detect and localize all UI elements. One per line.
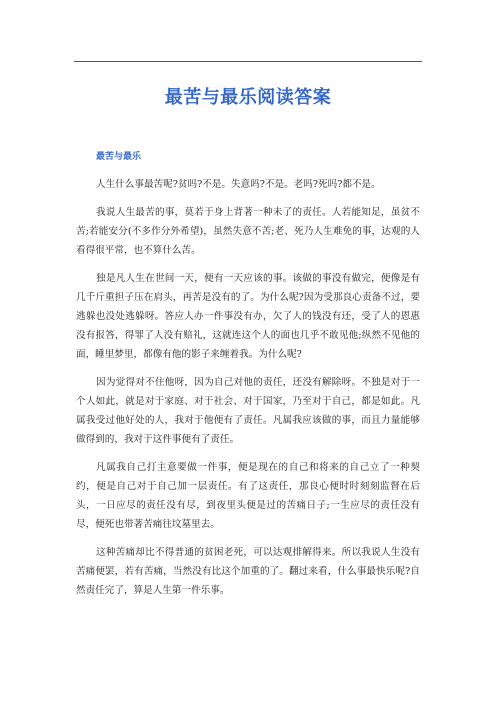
paragraph: 凡属我自己打主意要做一件事，便是现在的自己和将来的自己立了一种契约，便是自己对于自己加一层责任。有了这责任，那良心便时时刻刻监督在后头，一日应尽的责任没有尽，到夜里头便是过的苦痛日子;一生应尽的责任没有尽，便死也带著苦痛往坟墓里去。 <box>76 462 420 530</box>
paragraph: 这种苦痛却比不得普通的贫困老死，可以达观排解得来。所以我说人生没有苦痛便罢，若有苦痛，当然没有比这个加重的了。翻过来看，什么事最快乐呢?自然责任完了，算是人生第一件乐事。 <box>76 547 420 596</box>
paragraph: 独是凡人生在世间一天，便有一天应该的事。该做的事没有做完，便像是有几千斤重担子压在肩头，再苦是没有的了。为什么呢?因为受那良心责备不过，要逃躲也没处逃躲呀。答应人办一件事没有办，欠了人的钱没有还，受了人的恩惠没有报答，得罪了人没有赔礼，这就连这个人的面也几乎不敢见他;纵然不见他的面，睡里梦里，都像有他的影子来缠着我。为什么呢? <box>76 273 420 360</box>
paragraph: 人生什么事最苦呢?贫吗?不是。失意吗?不是。老吗?死吗?都不是。 <box>96 179 381 190</box>
section-heading: 最苦与最乐 <box>96 152 142 162</box>
document-title: 最苦与最乐阅读答案 <box>164 87 332 108</box>
paragraph: 因为觉得对不住他呀，因为自己对他的责任，还没有解除呀。不独是对于一个人如此，就是对于家庭、对于社会、对于国家，乃至对于自己，都是如此。凡属我受过他好处的人，我对于他便有了责任。凡属我应该做的事，而且力量能够做得到的，我对于这件事便有了责任。 <box>76 377 420 445</box>
header-rule <box>74 61 422 62</box>
document-body <box>76 175 420 609</box>
paragraph: 我说人生最苦的事，莫若于身上背著一种未了的责任。人若能知足，虽贫不苦;若能安分(不多作分外希望)，虽然失意不苦;老、死乃人生难免的事，达观的人看得很平常，也不算什么苦。 <box>76 207 420 256</box>
